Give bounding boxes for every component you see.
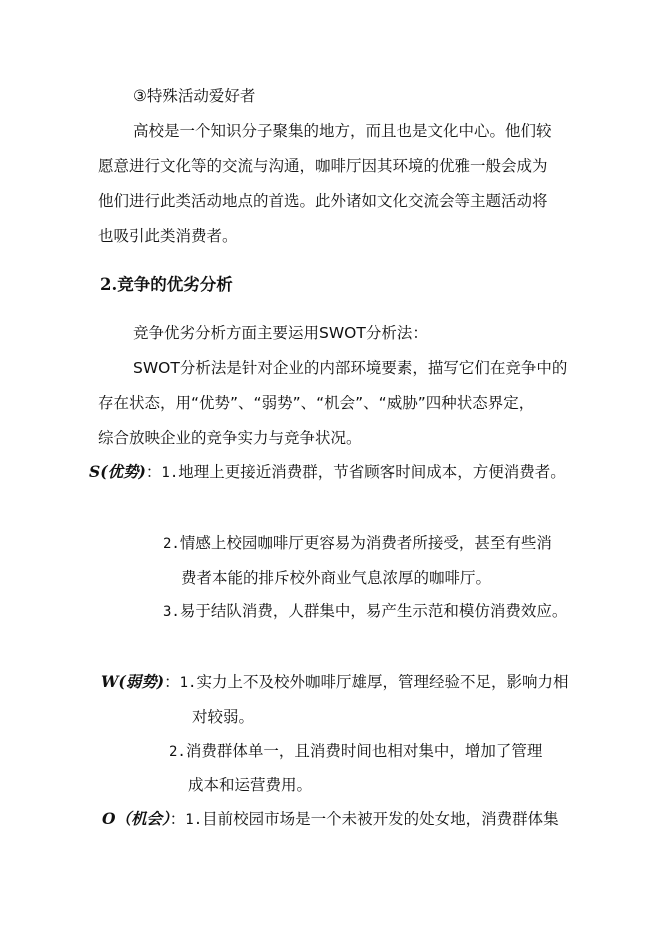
swot-label-strengths: S(优势) bbox=[89, 462, 146, 481]
swot-strength-row bbox=[163, 601, 567, 622]
label-separator: ： bbox=[164, 673, 180, 691]
swot-strength-row bbox=[163, 533, 552, 554]
item-number: 2. bbox=[163, 536, 180, 552]
item-number: 2. bbox=[169, 744, 186, 760]
list-item-text: 实力上不及校外咖啡厅雄厚，管理经验不足，影响力相 bbox=[196, 673, 569, 691]
swot-strength-row bbox=[89, 462, 566, 483]
list-item-text: 费者本能的排斥校外商业气息浓厚的咖啡厅。 bbox=[181, 569, 492, 587]
swot-weakness-row bbox=[169, 741, 542, 762]
paragraph-line: 存在状态，用“优势”、“弱势”、“机会”、“威胁”四种状态界定， bbox=[98, 394, 535, 412]
list-item-text: 消费群体单一，且消费时间也相对集中，增加了管理 bbox=[185, 742, 543, 760]
swot-opportunity-row bbox=[102, 809, 559, 830]
paragraph-line: 愿意进行文化等的交流与沟通，咖啡厅因其环境的优雅一般会成为 bbox=[98, 157, 548, 175]
swot-label-weaknesses: W(弱势) bbox=[101, 672, 165, 691]
item-number: 1. bbox=[185, 812, 203, 828]
list-item-text: 目前校园市场是一个未被开发的处女地，消费群体集 bbox=[202, 810, 559, 828]
paragraph-line: 综合放映企业的竞争实力与竞争状况。 bbox=[98, 429, 362, 447]
list-item-text: 成本和运营费用。 bbox=[188, 776, 313, 794]
item-number: 3. bbox=[163, 604, 180, 620]
list-item-text: 情感上校园咖啡厅更容易为消费者所接受，甚至有些消 bbox=[179, 534, 552, 552]
item-number: 1. bbox=[161, 465, 179, 481]
paragraph-line: 高校是一个知识分子聚集的地方，而且也是文化中心。他们较 bbox=[133, 122, 552, 140]
swot-intro: 竞争优劣分析方面主要运用SWOT分析法： bbox=[133, 324, 428, 342]
swot-label-opportunities: O（机会） bbox=[102, 809, 170, 828]
paragraph-line: 他们进行此类活动地点的首选。此外诸如文化交流会等主题活动将 bbox=[98, 192, 548, 210]
item-title-special-activity: ③特殊活动爱好者 bbox=[133, 87, 256, 105]
swot-weakness-row bbox=[101, 672, 568, 693]
item-number: 1. bbox=[179, 675, 197, 691]
list-item-text: 地理上更接近消费群，节省顾客时间成本，方便消费者。 bbox=[178, 463, 566, 481]
label-separator: ： bbox=[145, 463, 162, 481]
paragraph-line: 也吸引此类消费者。 bbox=[98, 227, 238, 245]
paragraph-line: SWOT分析法是针对企业的内部环境要素，描写它们在竞争中的 bbox=[133, 359, 568, 377]
list-item-text: 易于结队消费，人群集中，易产生示范和模仿消费效应。 bbox=[179, 602, 568, 620]
label-separator: ： bbox=[169, 810, 186, 828]
list-item-text: 对较弱。 bbox=[192, 708, 255, 726]
section-heading-competition: 2.竞争的优劣分析 bbox=[100, 275, 233, 294]
